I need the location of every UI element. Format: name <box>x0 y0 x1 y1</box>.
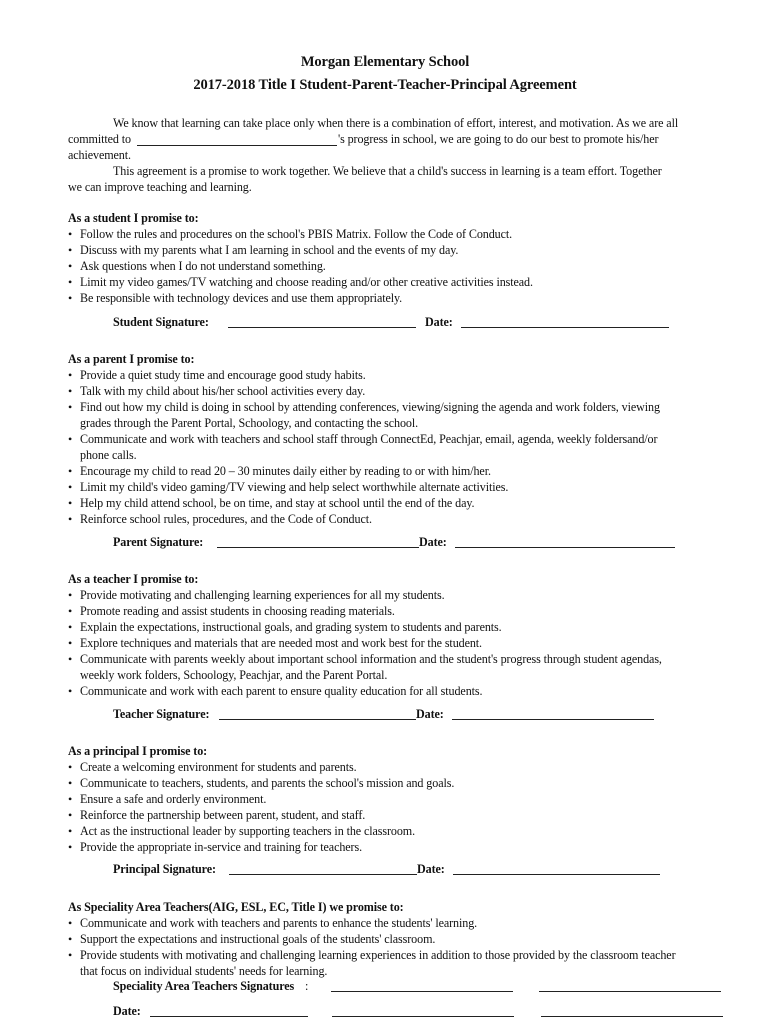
principal-heading: As a principal I promise to: <box>68 744 208 758</box>
bullet-icon: • <box>68 275 73 289</box>
principal-item: Communicate to teachers, students, and parents the school's mission and goals. <box>80 776 455 790</box>
intro-line-2a: committed to <box>68 132 131 146</box>
student-item: Discuss with my parents what I am learning in school and the events of my day. <box>80 243 459 257</box>
school-name: Morgan Elementary School <box>300 54 470 70</box>
bullet-icon: • <box>68 776 73 790</box>
bullet-icon: • <box>68 480 73 494</box>
parent-item: Reinforce school rules, procedures, and the Code of Conduct. <box>80 512 372 526</box>
parent-item: Limit my child's video gaming/TV viewing and help select worthwhile alternate activities. <box>80 480 509 494</box>
bullet-icon: • <box>68 259 73 273</box>
intro-line-1: We know that learning can take place only when there is a combination of effort, interest, and motivation. As we are all <box>113 116 679 130</box>
parent-item: Communicate and work with teachers and school staff through ConnectEd, Peachjar, email, agenda, weekly foldersand/or <box>80 432 658 446</box>
speciality-item-continued: that focus on individual students' needs for learning. <box>80 964 328 978</box>
bullet-icon: • <box>68 432 73 446</box>
parent-date-line[interactable] <box>455 547 675 548</box>
principal-signature-line[interactable] <box>229 874 417 875</box>
student-item: Be responsible with technology devices and use them appropriately. <box>80 291 403 305</box>
parent-item-continued: grades through the Parent Portal, Schoology, and contacting the school. <box>80 416 419 430</box>
parent-item: Provide a quiet study time and encourage good study habits. <box>80 368 366 382</box>
bullet-icon: • <box>68 496 73 510</box>
teacher-signature-line[interactable] <box>219 719 416 720</box>
speciality-signature-colon: : <box>305 979 309 993</box>
teacher-item: Promote reading and assist students in choosing reading materials. <box>80 604 395 618</box>
bullet-icon: • <box>68 652 73 666</box>
bullet-icon: • <box>68 464 73 478</box>
student-signature-line[interactable] <box>228 327 416 328</box>
principal-item: Ensure a safe and orderly environment. <box>80 792 267 806</box>
speciality-date-line-3[interactable] <box>541 1016 723 1017</box>
speciality-date-label: Date: <box>113 1004 141 1018</box>
student-item: Follow the rules and procedures on the school's PBIS Matrix. Follow the Code of Conduct. <box>80 227 513 241</box>
intro-line-4: This agreement is a promise to work together. We believe that a child's success in learning is a team effort. Together <box>113 164 662 178</box>
bullet-icon: • <box>68 243 73 257</box>
student-item: Ask questions when I do not understand something. <box>80 259 326 273</box>
principal-date-line[interactable] <box>453 874 660 875</box>
bullet-icon: • <box>68 916 73 930</box>
bullet-icon: • <box>68 636 73 650</box>
intro-line-2b: 's progress in school, we are going to do our best to promote his/her <box>338 132 659 146</box>
student-heading: As a student I promise to: <box>68 211 199 225</box>
bullet-icon: • <box>68 808 73 822</box>
principal-item: Create a welcoming environment for students and parents. <box>80 760 357 774</box>
bullet-icon: • <box>68 604 73 618</box>
speciality-item: Provide students with motivating and challenging learning experiences in addition to those provided by the classroom teacher <box>80 948 676 962</box>
intro-line-3: achievement. <box>68 148 131 162</box>
parent-item: Help my child attend school, be on time, and stay at school until the end of the day. <box>80 496 475 510</box>
teacher-signature-label: Teacher Signature: <box>113 707 210 721</box>
speciality-date-line-1[interactable] <box>150 1016 308 1017</box>
bullet-icon: • <box>68 792 73 806</box>
bullet-icon: • <box>68 932 73 946</box>
teacher-heading: As a teacher I promise to: <box>68 572 199 586</box>
speciality-date-line-2[interactable] <box>332 1016 514 1017</box>
teacher-item: Communicate and work with each parent to ensure quality education for all students. <box>80 684 483 698</box>
bullet-icon: • <box>68 760 73 774</box>
parent-signature-label: Parent Signature: <box>113 535 204 549</box>
student-item: Limit my video games/TV watching and choose reading and/or other creative activities instead. <box>80 275 533 289</box>
bullet-icon: • <box>68 291 73 305</box>
intro-line-5: we can improve teaching and learning. <box>68 180 252 194</box>
bullet-icon: • <box>68 512 73 526</box>
bullet-icon: • <box>68 384 73 398</box>
teacher-date-label: Date: <box>416 707 444 721</box>
parent-item: Encourage my child to read 20 – 30 minutes daily either by reading to or with him/her. <box>80 464 491 478</box>
bullet-icon: • <box>68 588 73 602</box>
student-date-label: Date: <box>425 315 453 329</box>
parent-heading: As a parent I promise to: <box>68 352 195 366</box>
speciality-heading: As Speciality Area Teachers(AIG, ESL, EC, Title I) we promise to: <box>68 900 404 914</box>
teacher-item: Provide motivating and challenging learning experiences for all my students. <box>80 588 445 602</box>
speciality-signature-line-1[interactable] <box>331 991 513 992</box>
bullet-icon: • <box>68 840 73 854</box>
parent-item: Find out how my child is doing in school by attending conferences, viewing/signing the agenda and work folders, viewing <box>80 400 660 414</box>
child-name-blank[interactable] <box>137 145 337 146</box>
principal-item: Reinforce the partnership between parent, student, and staff. <box>80 808 366 822</box>
parent-item-continued: phone calls. <box>80 448 137 462</box>
parent-item: Talk with my child about his/her school activities every day. <box>80 384 366 398</box>
principal-item: Act as the instructional leader by supporting teachers in the classroom. <box>80 824 416 838</box>
teacher-item: Communicate with parents weekly about important school information and the student's progress through student agendas, <box>80 652 662 666</box>
agreement-title: 2017-2018 Title I Student-Parent-Teacher-Principal Agreement <box>193 77 577 93</box>
bullet-icon: • <box>68 400 73 414</box>
principal-item: Provide the appropriate in-service and training for teachers. <box>80 840 363 854</box>
speciality-signature-label: Speciality Area Teachers Signatures <box>113 979 295 993</box>
principal-signature-label: Principal Signature: <box>113 862 216 876</box>
teacher-item: Explore techniques and materials that are needed most and work best for the student. <box>80 636 482 650</box>
parent-date-label: Date: <box>419 535 447 549</box>
bullet-icon: • <box>68 824 73 838</box>
bullet-icon: • <box>68 227 73 241</box>
teacher-item-continued: weekly work folders, Schoology, Peachjar, and the Parent Portal. <box>80 668 388 682</box>
student-signature-label: Student Signature: <box>113 315 209 329</box>
bullet-icon: • <box>68 684 73 698</box>
student-date-line[interactable] <box>461 327 669 328</box>
bullet-icon: • <box>68 620 73 634</box>
parent-signature-line[interactable] <box>217 547 419 548</box>
teacher-item: Explain the expectations, instructional goals, and grading system to students and parents. <box>80 620 502 634</box>
teacher-date-line[interactable] <box>452 719 654 720</box>
principal-date-label: Date: <box>417 862 445 876</box>
bullet-icon: • <box>68 948 73 962</box>
speciality-signature-line-2[interactable] <box>539 991 721 992</box>
speciality-item: Communicate and work with teachers and parents to enhance the students' learning. <box>80 916 478 930</box>
bullet-icon: • <box>68 368 73 382</box>
speciality-item: Support the expectations and instructional goals of the students' classroom. <box>80 932 436 946</box>
